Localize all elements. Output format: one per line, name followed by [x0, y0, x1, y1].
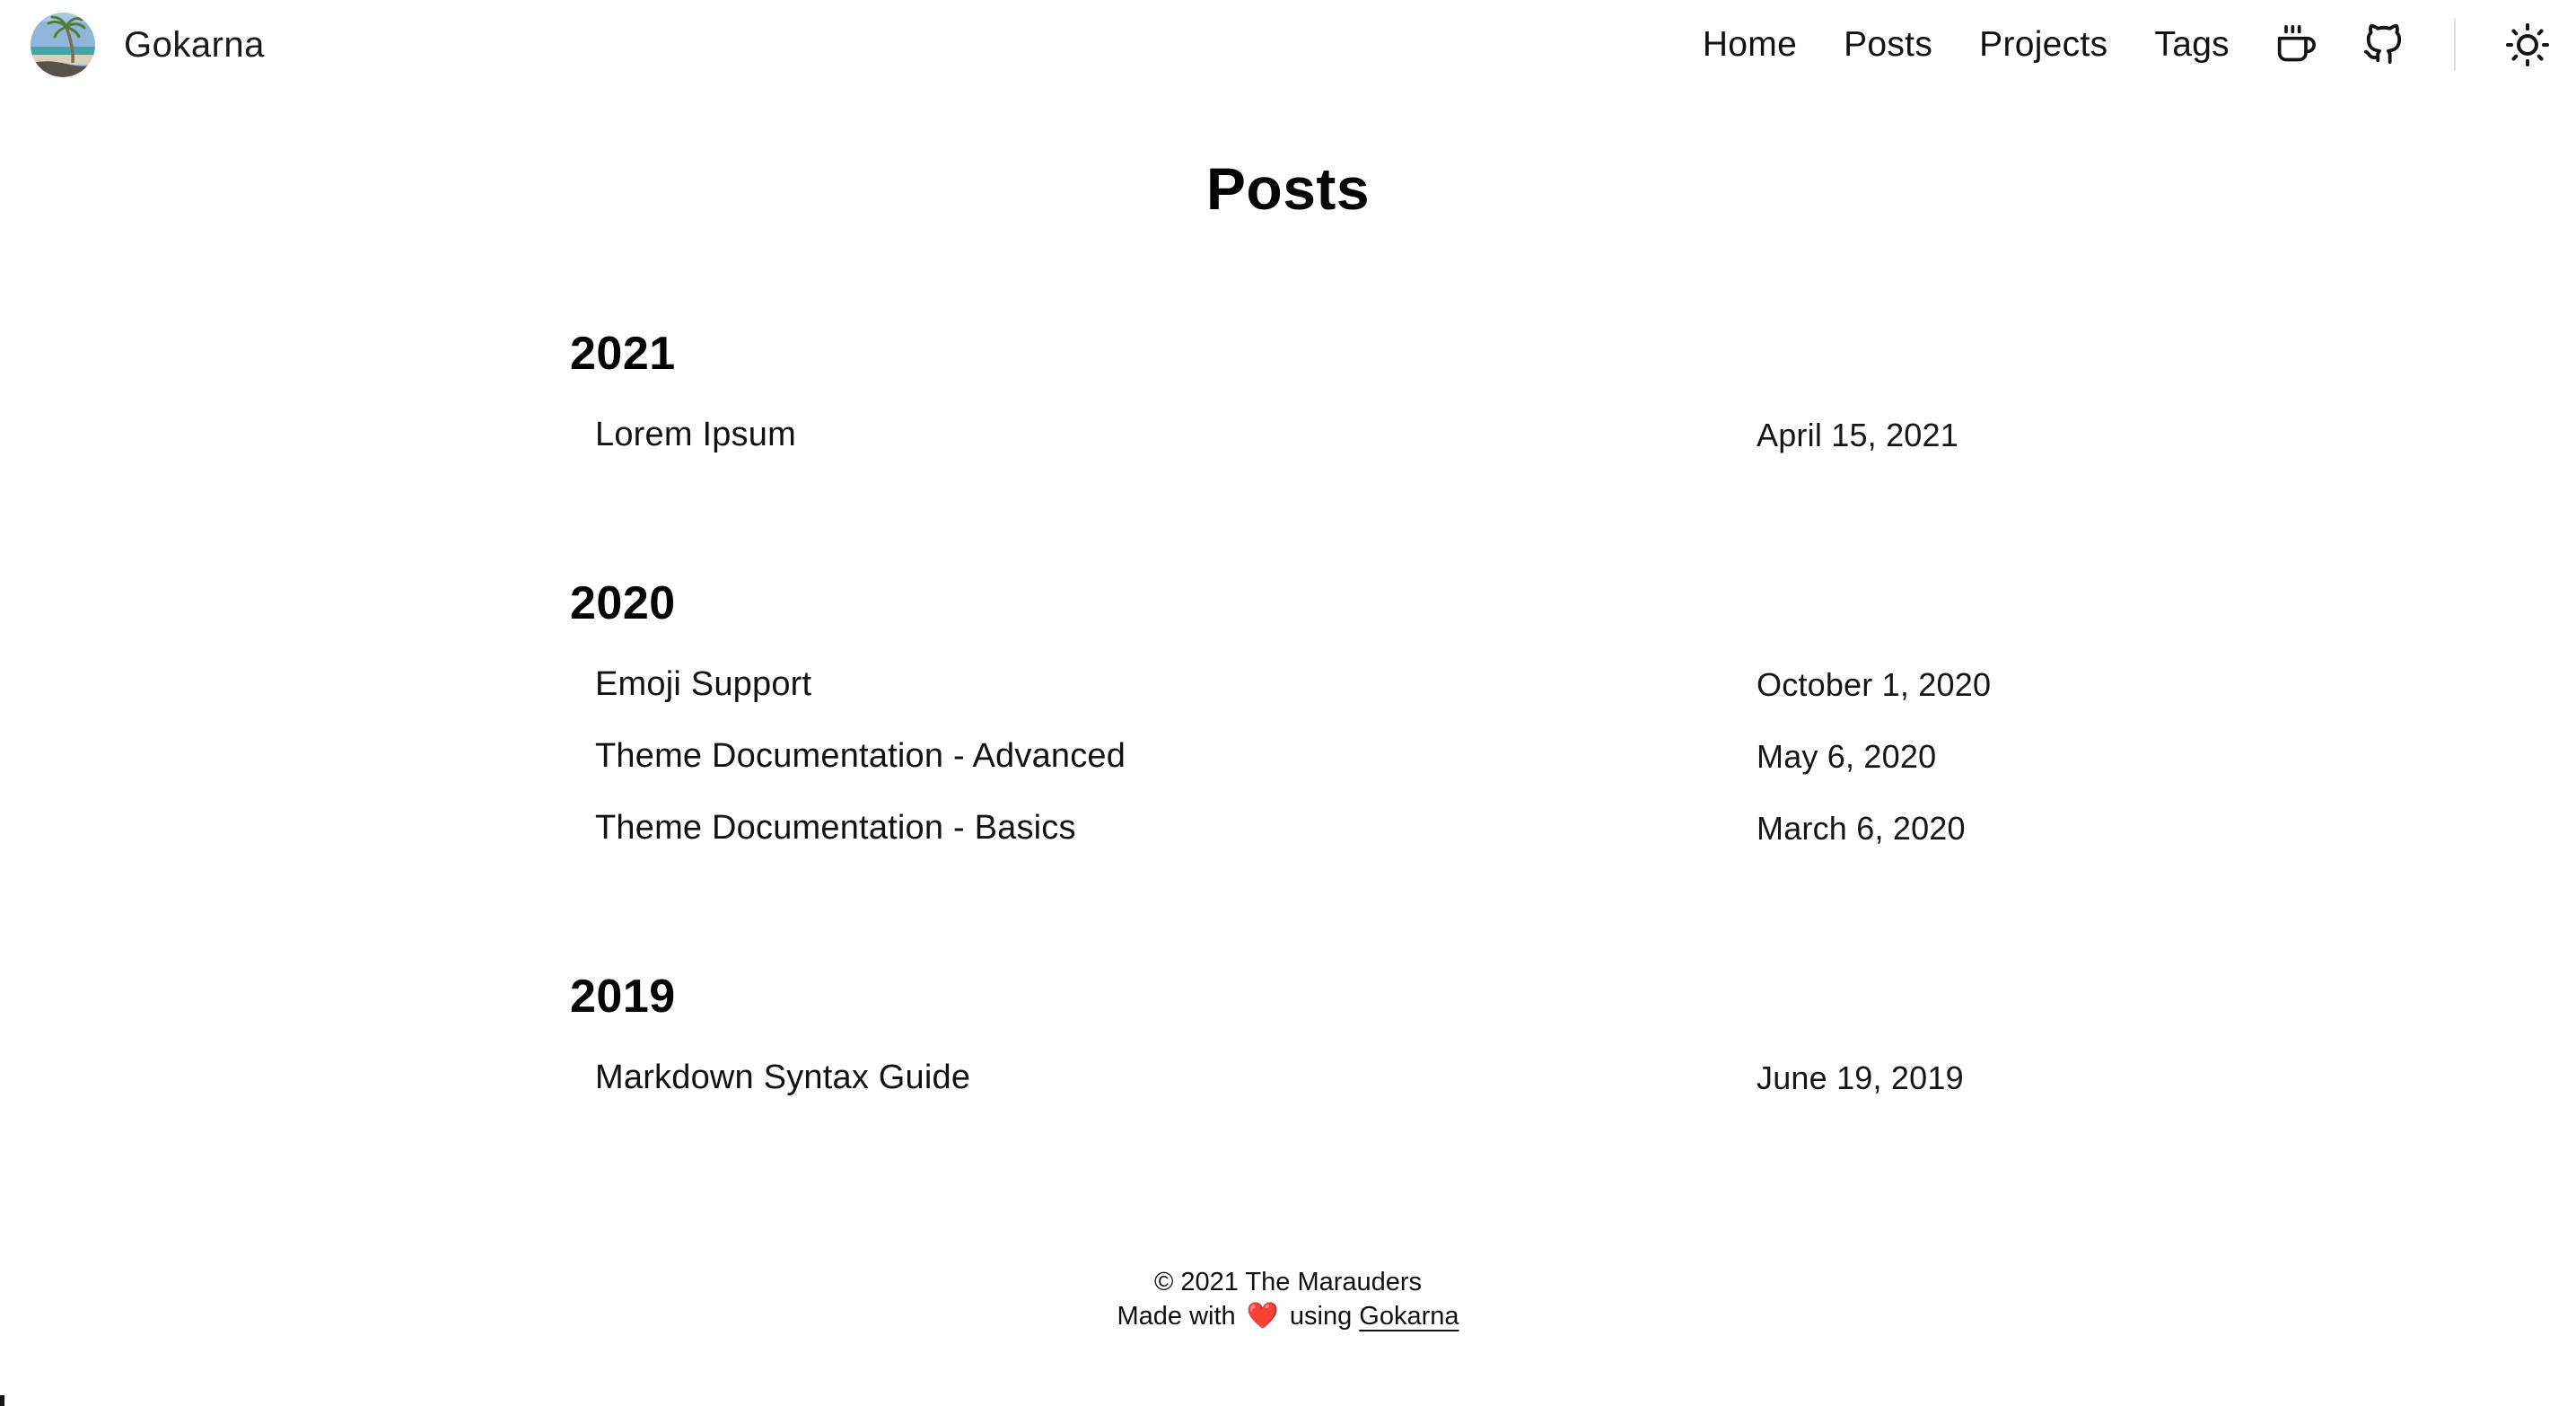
post-list	[570, 649, 2006, 865]
coffee-link[interactable]	[2276, 25, 2316, 65]
site-home-link[interactable]	[31, 13, 265, 77]
site-title: Gokarna	[124, 24, 265, 65]
made-with-suffix: using	[1289, 1301, 1353, 1331]
post-date: March 6, 2020	[1757, 809, 1966, 847]
coffee-icon	[2276, 25, 2316, 65]
post-date: October 1, 2020	[1757, 665, 1992, 703]
heart-icon: ❤️	[1246, 1301, 1279, 1331]
year-heading: 2020	[570, 576, 676, 629]
post-date: May 6, 2020	[1757, 737, 1937, 775]
site-header	[0, 0, 2576, 90]
theme-toggle-button[interactable]	[2506, 23, 2549, 66]
nav-divider	[2454, 19, 2456, 71]
posts-by-year	[570, 328, 2006, 1114]
palm-beach-avatar-image	[31, 13, 95, 77]
post-title-link[interactable]: Theme Documentation - Basics	[595, 809, 1076, 848]
post-list	[570, 1042, 2006, 1114]
copyright-line: © 2021 The Marauders	[1153, 1267, 1423, 1296]
main-content	[570, 156, 2006, 1114]
year-section	[570, 328, 2006, 471]
nav-link-tags[interactable]: Tags	[2154, 25, 2230, 64]
year-section	[570, 971, 2006, 1114]
page-title: Posts	[1205, 155, 1371, 222]
post-date: April 15, 2021	[1757, 416, 1958, 453]
made-with-prefix: Made with	[1117, 1301, 1236, 1331]
post-list	[570, 400, 2006, 471]
nav-link-home[interactable]: Home	[1702, 25, 1798, 64]
post-title-link[interactable]: Lorem Ipsum	[595, 416, 796, 454]
post-title-link[interactable]: Emoji Support	[595, 665, 812, 704]
nav-link-posts[interactable]: Posts	[1844, 25, 1933, 64]
gokarna-theme-link[interactable]: Gokarna	[1359, 1301, 1459, 1331]
nav-link-projects[interactable]: Projects	[1979, 25, 2108, 64]
main-nav	[1703, 19, 2549, 71]
post-title-link[interactable]: Markdown Syntax Guide	[595, 1059, 971, 1097]
year-heading: 2019	[570, 970, 676, 1023]
year-heading: 2021	[570, 327, 676, 380]
site-footer	[0, 1265, 2576, 1333]
made-with-line	[0, 1299, 2576, 1333]
post-title-link[interactable]: Theme Documentation - Advanced	[595, 737, 1126, 776]
post-row	[595, 649, 2006, 721]
post-row	[595, 721, 2006, 793]
post-date: June 19, 2019	[1757, 1059, 1964, 1096]
post-row	[595, 400, 2006, 471]
github-icon	[2362, 24, 2404, 66]
sun-icon	[2506, 23, 2549, 66]
stray-corner-artifact	[0, 1395, 4, 1406]
year-section	[570, 577, 2006, 865]
site-avatar	[31, 13, 95, 77]
github-link[interactable]	[2362, 24, 2404, 66]
post-row	[595, 793, 2006, 865]
post-row	[595, 1042, 2006, 1114]
